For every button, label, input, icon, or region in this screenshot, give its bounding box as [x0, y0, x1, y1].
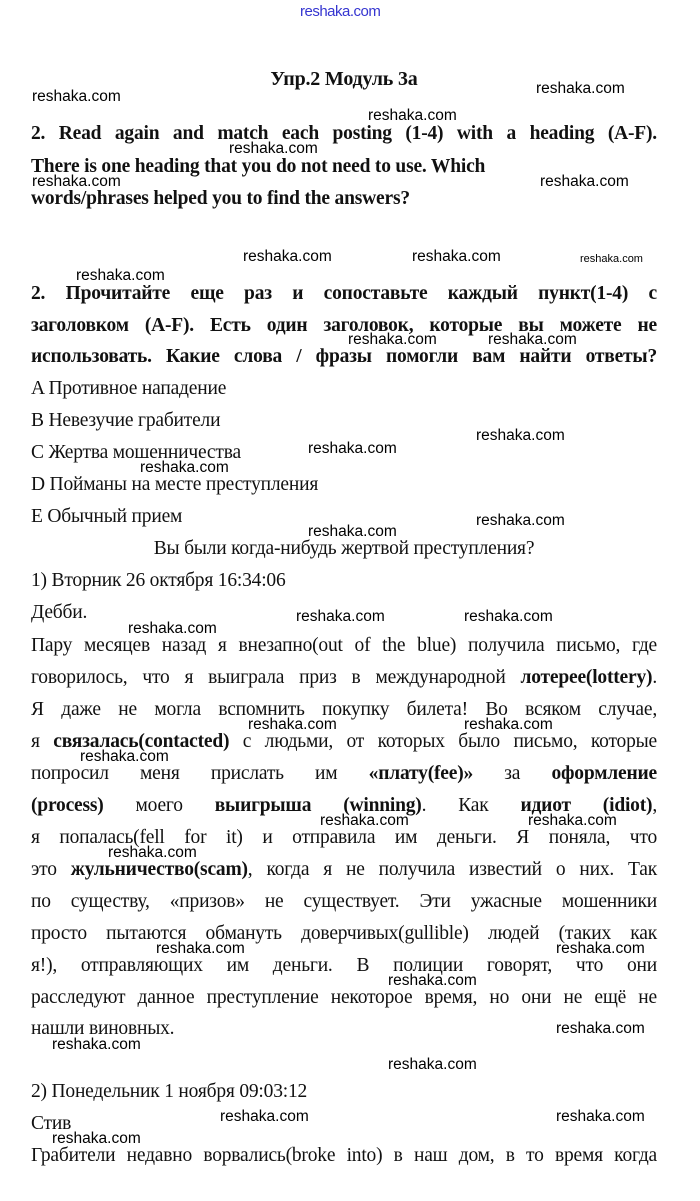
bold-term: лотерее(lottery)	[520, 666, 653, 688]
text-line	[31, 1082, 657, 1101]
watermark: reshaka.com	[76, 267, 165, 284]
watermark: reshaka.com	[308, 440, 397, 457]
text-run: .	[652, 666, 657, 688]
watermark: reshaka.com	[320, 812, 409, 829]
text-run: попросил меня прислать им	[31, 762, 369, 784]
text-run: E Обычный прием	[31, 505, 183, 527]
text-run: с людьми, от которых было письмо, которые	[229, 730, 657, 752]
watermark: reshaka.com	[556, 940, 645, 957]
watermark: reshaka.com	[140, 459, 229, 476]
text-run: это	[31, 858, 71, 880]
text-line	[31, 347, 657, 366]
watermark: reshaka.com	[300, 3, 381, 20]
watermark: reshaka.com	[464, 608, 553, 625]
text-line	[31, 988, 657, 1007]
text-run: , когда я не получила известий о них. Так	[247, 858, 657, 880]
bold-term: заголовком (A-F). Есть один заголовок, которые вы можете не	[31, 314, 657, 336]
watermark: reshaka.com	[80, 748, 169, 765]
text-line	[31, 956, 657, 975]
text-line	[31, 764, 657, 783]
watermark: reshaka.com	[412, 248, 501, 265]
text-run: моего	[103, 794, 215, 816]
watermark: reshaka.com	[556, 1108, 645, 1125]
watermark: reshaka.com	[348, 331, 437, 348]
watermark: reshaka.com	[488, 331, 577, 348]
text-line	[31, 860, 657, 879]
text-line	[31, 636, 657, 655]
bold-term: использовать. Какие слова / фразы помогли вам найти ответы?	[31, 345, 657, 367]
bold-term: There is one heading that you do not need to use. Which	[31, 155, 486, 177]
watermark: reshaka.com	[220, 1108, 309, 1125]
bold-term: выигрыша (winning)	[214, 794, 422, 816]
watermark: reshaka.com	[464, 716, 553, 733]
text-line	[31, 539, 657, 558]
text-line	[31, 668, 657, 687]
watermark: reshaka.com	[32, 173, 121, 190]
watermark: reshaka.com	[388, 1056, 477, 1073]
text-run: Стив	[31, 1112, 72, 1134]
text-run: я попалась(fell for it) и отправила им деньги. Я поняла, что	[31, 826, 657, 848]
text-run: Грабители недавно ворвались(broke into) в наш дом, в то время когда	[31, 1144, 657, 1166]
watermark: reshaka.com	[156, 940, 245, 957]
watermark: reshaka.com	[308, 523, 397, 540]
text-line	[31, 284, 657, 303]
text-run: я!), отправляющих им деньги. В полиции говорят, что они	[31, 954, 657, 976]
text-run: Дебби.	[31, 601, 88, 623]
text-run: по существу, «призов» не существует. Эти ужасные мошенники	[31, 890, 657, 912]
watermark: reshaka.com	[388, 972, 477, 989]
text-line	[31, 892, 657, 911]
text-line	[31, 1146, 657, 1165]
text-line	[31, 571, 657, 590]
bold-term: оформление	[551, 762, 657, 784]
text-run: нашли виновных.	[31, 1017, 175, 1039]
watermark: reshaka.com	[476, 512, 565, 529]
text-run: 1) Вторник 26 октября 16:34:06	[31, 569, 286, 591]
text-run: Я даже не могла вспомнить покупку билета! Во всяком случае,	[31, 698, 657, 720]
text-line	[31, 124, 657, 143]
text-run: . Как	[421, 794, 521, 816]
bold-term: идиот (idiot)	[520, 794, 653, 816]
exercise-title: Упр.2 Модуль 3а	[270, 68, 418, 90]
text-run: за	[473, 762, 552, 784]
bold-term: words/phrases helped you to find the answers?	[31, 187, 410, 209]
watermark: reshaka.com	[580, 253, 643, 265]
text-run: говорилось, что я выиграла приз в международной	[31, 666, 521, 688]
watermark: reshaka.com	[128, 620, 217, 637]
watermark: reshaka.com	[32, 88, 121, 105]
text-line	[31, 475, 657, 494]
watermark: reshaka.com	[229, 140, 318, 157]
text-run: я	[31, 730, 54, 752]
watermark: reshaka.com	[243, 248, 332, 265]
bold-term: (process)	[31, 794, 104, 816]
watermark: reshaka.com	[108, 844, 197, 861]
text-line	[31, 700, 657, 719]
watermark: reshaka.com	[296, 608, 385, 625]
watermark: reshaka.com	[368, 107, 457, 124]
text-run: Вы были когда-нибудь жертвой преступления?	[153, 537, 535, 559]
text-run: B Невезучие грабители	[31, 409, 221, 431]
text-run: D Пойманы на месте преступления	[31, 473, 319, 495]
bold-term: «плату(fee)»	[368, 762, 474, 784]
text-run: C Жертва мошенничества	[31, 441, 241, 463]
watermark: reshaka.com	[52, 1130, 141, 1147]
watermark: reshaka.com	[52, 1036, 141, 1053]
watermark: reshaka.com	[540, 173, 629, 190]
watermark: reshaka.com	[556, 1020, 645, 1037]
bold-term: 2. Read again and match each posting (1-4) with a heading (A-F).	[31, 122, 657, 144]
text-line	[31, 189, 657, 208]
watermark: reshaka.com	[528, 812, 617, 829]
text-run: ,	[652, 794, 658, 816]
text-line	[31, 379, 657, 398]
text-run: A Противное нападение	[31, 377, 227, 399]
watermark: reshaka.com	[536, 80, 625, 97]
bold-term: связалась(contacted)	[53, 730, 230, 752]
bold-term: жульничество(scam)	[70, 858, 248, 880]
bold-term: 2. Прочитайте еще раз и сопоставьте каждый пункт(1-4) с	[31, 282, 657, 304]
text-run: расследуют данное преступление некоторое время, но они не ещё не	[31, 986, 657, 1008]
text-run: Пару месяцев назад я внезапно(out of the blue) получила письмо, где	[31, 634, 657, 656]
watermark: reshaka.com	[248, 716, 337, 733]
text-run: просто пытаются обмануть доверчивых(gullible) людей (таких как	[31, 922, 657, 944]
text-run: 2) Понедельник 1 ноября 09:03:12	[31, 1080, 308, 1102]
watermark: reshaka.com	[476, 427, 565, 444]
